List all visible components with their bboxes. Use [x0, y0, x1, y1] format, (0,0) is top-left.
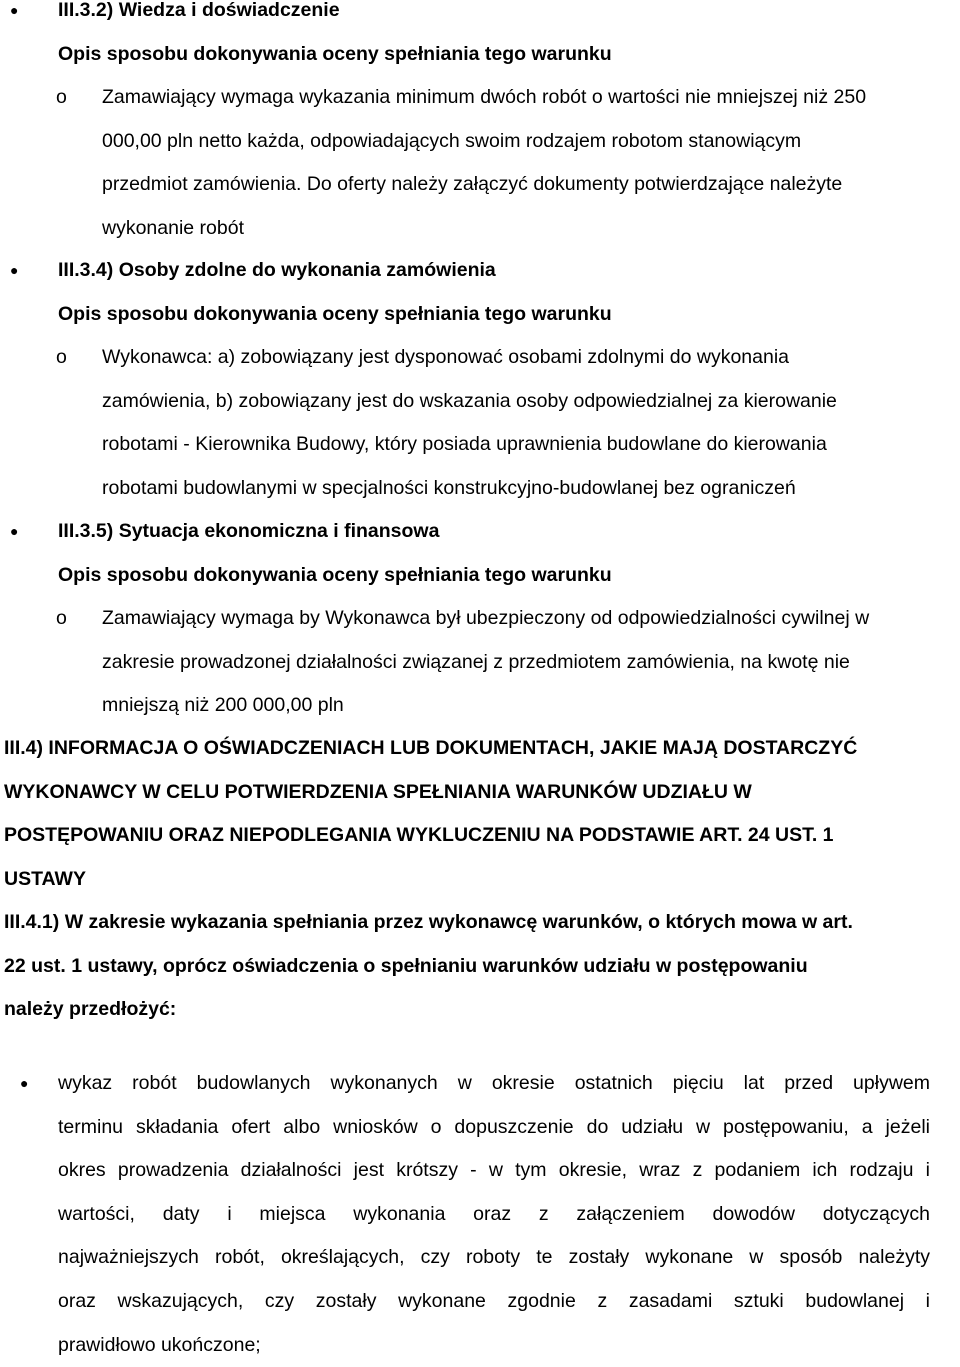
section-heading: III.3.4) Osoby zdolne do wykonania zamówienia [58, 259, 496, 281]
paragraph-line: mniejszą niż 200 000,00 pln [102, 694, 344, 717]
section-heading: III.3.5) Sytuacja ekonomiczna i finansowa [58, 520, 440, 542]
paragraph-line: wykaz robót budowlanych wykonanych w okresie ostatnich pięciu lat przed upływem [58, 1072, 930, 1094]
section-heading-line: III.4.1) W zakresie wykazania spełniania przez wykonawcę warunków, o których mowa w art. [4, 911, 853, 933]
section-heading-line: USTAWY [4, 867, 86, 890]
circle-bullet-icon: o [56, 86, 67, 109]
section-informacja [0, 727, 960, 901]
paragraph-line: 000,00 pln netto każda, odpowiadających swoim rodzajem robotom stanowiącym [102, 129, 802, 152]
section-heading: III.3.2) Wiedza i doświadczenie [58, 0, 340, 21]
bullet-icon: ● [10, 523, 19, 539]
section-wiedza [0, 0, 960, 251]
section-zakres [0, 901, 960, 1032]
section-heading-line: POSTĘPOWANIU ORAZ NIEPODLEGANIA WYKLUCZENIU NA PODSTAWIE ART. 24 UST. 1 [4, 824, 834, 847]
paragraph-line: Zamawiający wymaga by Wykonawca był ubezpieczony od odpowiedzialności cywilnej w [102, 607, 870, 630]
document-list-item [0, 1062, 960, 1367]
paragraph-line: Wykonawca: a) zobowiązany jest dysponować osobami zdolnymi do wykonania [102, 346, 790, 369]
paragraph-line: prawidłowo ukończone; [58, 1333, 261, 1356]
bullet-icon: ● [20, 1075, 29, 1091]
paragraph-line: terminu składania ofert albo wniosków o dopuszczenie do udziału w postępowaniu, a jeżeli [58, 1115, 930, 1138]
section-heading-line: należy przedłożyć: [4, 998, 177, 1021]
section-heading-line: 22 ust. 1 ustawy, oprócz oświadczenia o spełnianiu warunków udziału w postępowaniu [4, 954, 808, 977]
paragraph-line: robotami - Kierownika Budowy, który posiada uprawnienia budowlane do kierowania [102, 433, 827, 456]
paragraph-line: zakresie prowadzonej działalności związanej z przedmiotem zamówienia, na kwotę nie [102, 650, 850, 673]
paragraph-line: przedmiot zamówienia. Do oferty należy załączyć dokumenty potwierdzające należyte [102, 173, 843, 196]
paragraph-line: Zamawiający wymaga wykazania minimum dwóch robót o wartości nie mniejszej niż 250 [102, 86, 867, 109]
paragraph-line: wykonanie robót [102, 216, 245, 239]
section-heading-line: III.4) INFORMACJA O OŚWIADCZENIACH LUB DOKUMENTACH, JAKIE MAJĄ DOSTARCZYĆ [4, 737, 858, 759]
section-subheading: Opis sposobu dokonywania oceny spełniania tego warunku [58, 302, 612, 325]
section-osoby [0, 249, 960, 511]
bullet-icon: ● [10, 262, 19, 278]
bullet-icon: ● [10, 2, 19, 18]
paragraph-line: wartości, daty i miejsca wykonania oraz z załączeniem dowodów dotyczących [58, 1202, 930, 1225]
circle-bullet-icon: o [56, 346, 67, 369]
section-heading-line: WYKONAWCY W CELU POTWIERDZENIA SPEŁNIANIA WARUNKÓW UDZIAŁU W [4, 780, 752, 803]
section-subheading: Opis sposobu dokonywania oceny spełniania tego warunku [58, 563, 612, 586]
paragraph-line: okres prowadzenia działalności jest krótszy - w tym okresie, wraz z podaniem ich rodzaju i [58, 1159, 930, 1182]
paragraph-line: oraz wskazujących, czy zostały wykonane zgodnie z zasadami sztuki budowlanej i [58, 1289, 930, 1312]
circle-bullet-icon: o [56, 607, 67, 630]
paragraph-line: najważniejszych robót, określających, czy roboty te zostały wykonane w sposób należyty [58, 1246, 930, 1269]
paragraph-line: robotami budowlanymi w specjalności konstrukcyjno-budowlanej bez ograniczeń [102, 476, 796, 499]
section-subheading: Opis sposobu dokonywania oceny spełniania tego warunku [58, 42, 612, 65]
section-sytuacja [0, 510, 960, 728]
paragraph-line: zamówienia, b) zobowiązany jest do wskazania osoby odpowiedzialnej za kierowanie [102, 389, 837, 412]
